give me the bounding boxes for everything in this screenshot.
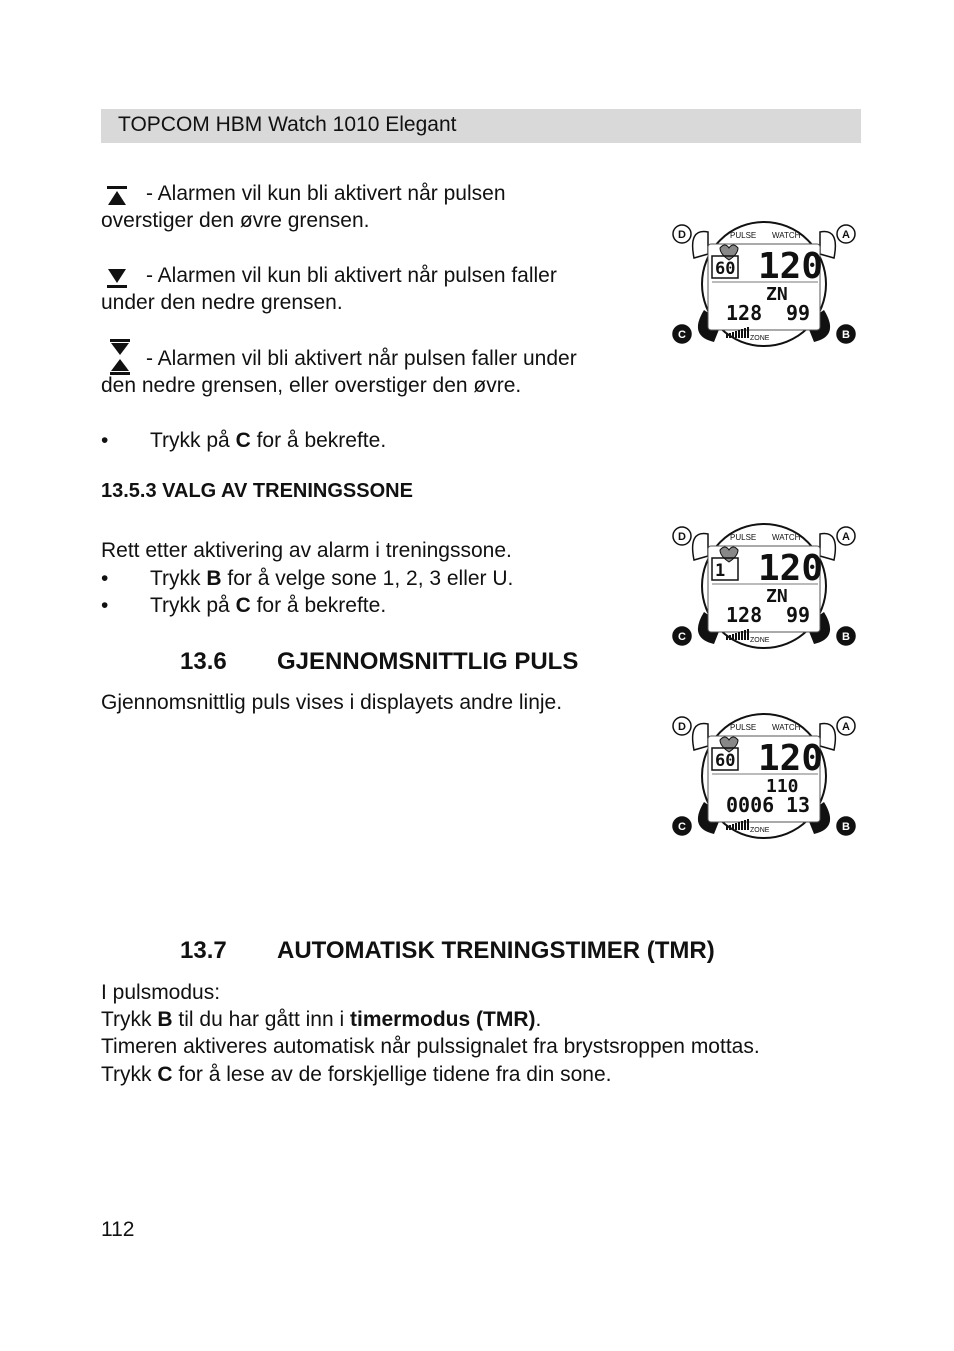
section-1353-intro: Rett etter aktivering av alarm i treningssone. <box>101 539 512 562</box>
watch-bottom-right-value: 13 <box>786 793 811 817</box>
zone-bar <box>735 633 737 640</box>
button-b-label: B <box>842 631 850 643</box>
alarm-mode-lower-line2: under den nedre grensen. <box>101 291 343 314</box>
zone-confirm-instruction: Trykk på C for å bekrefte. <box>150 594 387 617</box>
section-137-line4: Trykk C for å lese av de forskjellige tidene fra din sone. <box>101 1063 612 1086</box>
upper-limit-alarm-icon <box>104 186 130 206</box>
watch-lug <box>693 534 708 560</box>
zone-bar <box>744 328 746 338</box>
watch-brand-right: WATCH <box>772 231 801 240</box>
section-137-line1: I pulsmodus: <box>101 981 221 1004</box>
button-a-label: A <box>842 721 850 733</box>
section-137-line3: Timeren aktiveres automatisk når pulssignalet fra brystsroppen mottas. <box>101 1035 760 1058</box>
zone-bar <box>726 334 728 338</box>
zone-bar <box>744 630 746 640</box>
section-heading-1353: 13.5.3 VALG AV TRENINGSSONE <box>101 480 413 502</box>
zone-bar <box>735 331 737 338</box>
zone-bar <box>741 329 743 338</box>
watch-svg <box>668 520 860 654</box>
button-a-label: A <box>842 531 850 543</box>
section-title-137: AUTOMATISK TRENINGSTIMER (TMR) <box>277 937 715 964</box>
button-b-label: B <box>842 329 850 341</box>
zone-bar <box>732 332 734 338</box>
zone-bar <box>729 825 731 830</box>
lower-limit-alarm-icon <box>104 268 130 288</box>
watch-svg <box>668 710 860 844</box>
zone-bar <box>738 822 740 830</box>
section-137-line2: Trykk B til du har gått inn i timermodus (TMR). <box>101 1008 542 1031</box>
zone-bar <box>732 634 734 640</box>
section-number-137: 13.7 <box>180 937 227 964</box>
watch-left-box-value: 60 <box>715 259 736 279</box>
confirm-instruction: Trykk på C for å bekrefte. <box>150 429 387 452</box>
button-a-label: A <box>842 229 850 241</box>
bullet: • <box>101 567 109 590</box>
button-b-label: B <box>842 821 850 833</box>
alarm-mode-both-line2: den nedre grensen, eller overstiger den øvre. <box>101 374 522 397</box>
watch-bottom-left-value: 0006 <box>726 793 775 817</box>
watch-brand-right: WATCH <box>772 723 801 732</box>
watch-illustration-zone <box>668 520 860 659</box>
watch-illustration-average <box>668 710 860 849</box>
zone-bar <box>741 631 743 640</box>
alarm-mode-lower-line1: - Alarmen vil kun bli aktivert når pulsen faller <box>146 264 557 287</box>
watch-bottom-left-value: 128 <box>726 301 763 325</box>
watch-top-value: 120 <box>758 246 824 287</box>
watch-top-value: 120 <box>758 738 824 779</box>
alarm-mode-upper-line1: - Alarmen vil kun bli aktivert når pulsen <box>146 182 506 205</box>
watch-brand-left: PULSE <box>730 231 757 240</box>
watch-svg <box>668 218 860 352</box>
zone-select-instruction: Trykk B for å velge sone 1, 2, 3 eller U. <box>150 567 514 590</box>
bullet: • <box>101 594 109 617</box>
zone-bar <box>747 819 749 830</box>
button-c-label: C <box>678 329 686 341</box>
watch-illustration-alarm <box>668 218 860 357</box>
watch-left-box-value: 60 <box>715 751 736 771</box>
watch-brand-left: PULSE <box>730 723 757 732</box>
zone-bar <box>729 333 731 338</box>
document-title: TOPCOM HBM Watch 1010 Elegant <box>118 113 457 136</box>
button-c-label: C <box>678 631 686 643</box>
page-number: 112 <box>101 1218 135 1241</box>
watch-lug <box>693 232 708 258</box>
zone-bar <box>726 636 728 640</box>
zone-bar <box>726 826 728 830</box>
zone-bar <box>747 629 749 640</box>
button-c-label: C <box>678 821 686 833</box>
watch-mid-value: 110 <box>766 776 799 797</box>
button-d-label: D <box>678 531 686 543</box>
watch-mid-value: ZN <box>766 586 788 607</box>
watch-bottom-right-value: 99 <box>786 603 811 627</box>
watch-zone-label: ZONE <box>750 335 770 342</box>
bullet: • <box>101 429 109 452</box>
watch-bottom-right-value: 99 <box>786 301 811 325</box>
alarm-mode-upper-line2: overstiger den øvre grensen. <box>101 209 370 232</box>
zone-bar <box>732 824 734 830</box>
watch-mid-value: ZN <box>766 284 788 305</box>
both-limits-alarm-icon <box>108 339 132 375</box>
section-number-136: 13.6 <box>180 648 227 675</box>
zone-bar <box>747 327 749 338</box>
alarm-mode-both-line1: - Alarmen vil bli aktivert når pulsen faller under <box>146 347 577 370</box>
zone-bar <box>741 821 743 830</box>
watch-top-value: 120 <box>758 548 824 589</box>
section-136-text: Gjennomsnittlig puls vises i displayets andre linje. <box>101 691 563 714</box>
zone-bar <box>744 820 746 830</box>
zone-bar <box>735 823 737 830</box>
watch-zone-label: ZONE <box>750 637 770 644</box>
zone-bar <box>738 632 740 640</box>
section-title-136: GJENNOMSNITTLIG PULS <box>277 648 579 675</box>
zone-bar <box>738 330 740 338</box>
watch-bottom-left-value: 128 <box>726 603 763 627</box>
watch-zone-label: ZONE <box>750 827 770 834</box>
zone-bar <box>729 635 731 640</box>
watch-brand-right: WATCH <box>772 533 801 542</box>
button-d-label: D <box>678 721 686 733</box>
watch-left-box-value: 1 <box>715 561 726 581</box>
watch-brand-left: PULSE <box>730 533 757 542</box>
watch-lug <box>693 724 708 750</box>
button-d-label: D <box>678 229 686 241</box>
